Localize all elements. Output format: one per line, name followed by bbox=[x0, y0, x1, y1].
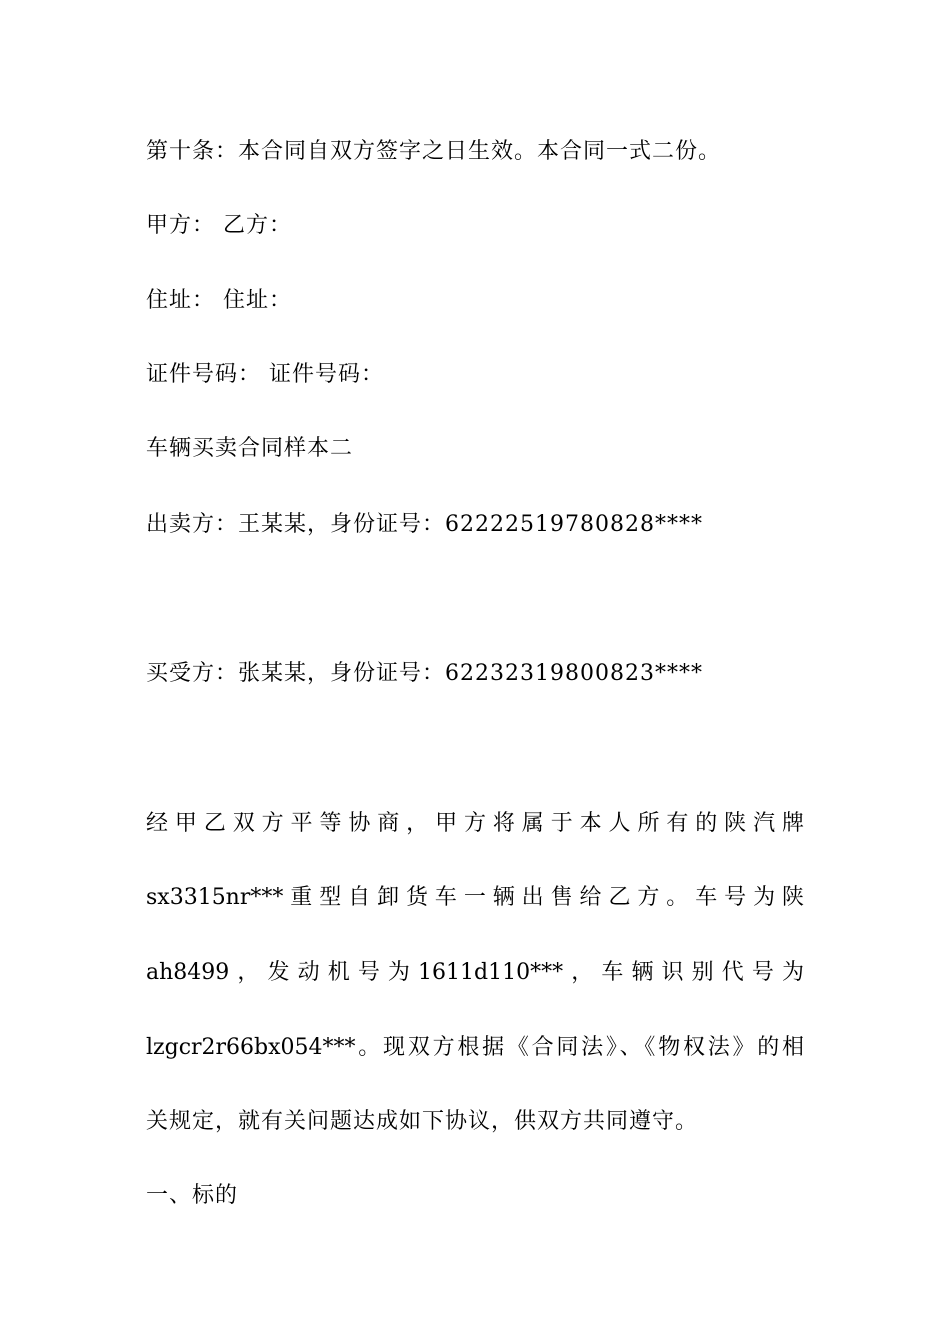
paragraph-line: 关规定，就有关问题达成如下协议，供双方共同遵守。 bbox=[146, 1109, 699, 1134]
address-labels: 住址： 住址： bbox=[146, 288, 292, 313]
buyer-info: 买受方：张某某，身份证号：62232319800823**** bbox=[146, 661, 703, 686]
seller-info: 出卖方：王某某，身份证号：62222519780828**** bbox=[146, 512, 703, 537]
id-number-labels: 证件号码： 证件号码： bbox=[146, 362, 384, 387]
section-heading-subject: 一、标的 bbox=[146, 1183, 239, 1208]
paragraph-line: 经甲乙双方平等协商，甲方将属于本人所有的陕汽牌 bbox=[146, 811, 804, 836]
article-ten-effective-clause: 第十条：本合同自双方签字之日生效。本合同一式二份。 bbox=[146, 139, 722, 164]
paragraph-line: sx3315nr***重型自卸货车一辆出售给乙方。车号为陕 bbox=[146, 885, 804, 910]
party-signature-labels: 甲方： 乙方： bbox=[146, 213, 292, 238]
section-heading-sample-two: 车辆买卖合同样本二 bbox=[146, 436, 354, 461]
paragraph-line: ah8499，发动机号为1611d110***，车辆识别代号为 bbox=[146, 960, 804, 985]
paragraph-line: lzgcr2r66bx054***。现双方根据《合同法》、《物权法》的相 bbox=[146, 1035, 804, 1060]
